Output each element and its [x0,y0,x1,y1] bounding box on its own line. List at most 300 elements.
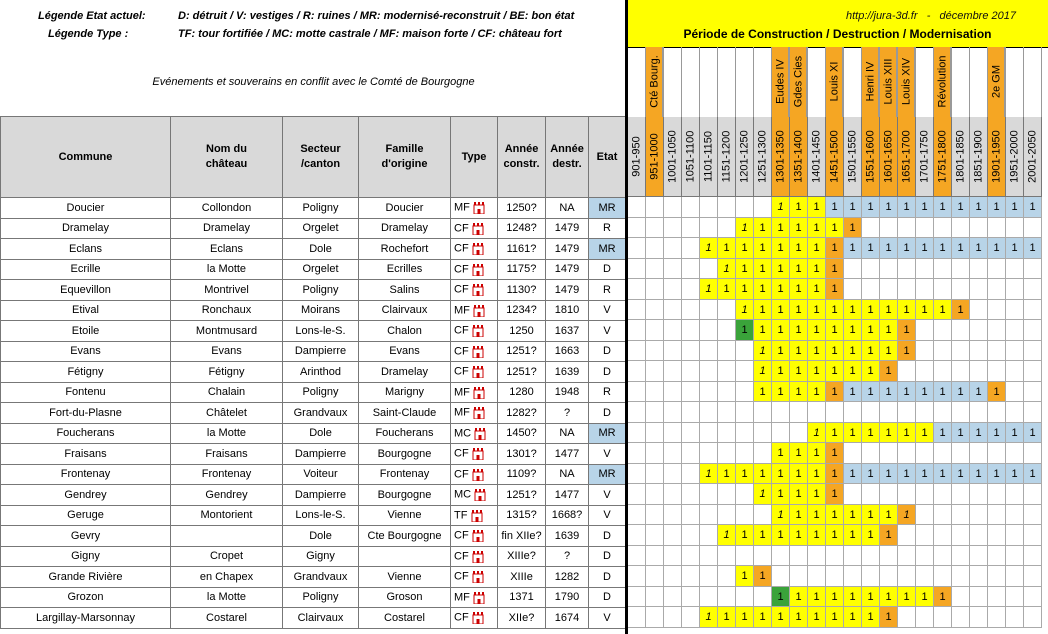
period-cell[interactable]: 1 [790,320,808,341]
period-cell[interactable]: 1 [754,320,772,341]
table-row[interactable] [1,423,626,444]
period-cell[interactable] [1006,341,1024,362]
period-cell[interactable] [718,197,736,218]
period-cell[interactable]: 1 [952,423,970,444]
period-cell[interactable]: 1 [790,505,808,526]
period-cell[interactable] [1024,382,1042,403]
period-cell[interactable]: 1 [898,238,916,259]
period-cell[interactable]: 1 [862,382,880,403]
period-cell[interactable]: 1 [790,238,808,259]
period-cell[interactable]: 1 [826,218,844,239]
cell-commune[interactable]: Geruge [1,505,171,526]
period-cell[interactable] [988,443,1006,464]
table-row[interactable] [1,485,626,506]
period-cell[interactable] [700,546,718,567]
period-cell[interactable]: 1 [826,341,844,362]
period-cell[interactable]: 1 [772,525,790,546]
period-cell[interactable] [700,566,718,587]
period-cell[interactable]: 1 [826,423,844,444]
cell-type[interactable] [451,362,498,383]
period-cell[interactable] [934,443,952,464]
cell-chateau[interactable]: la Motte [171,423,283,444]
period-cell[interactable]: 1 [952,238,970,259]
cell-type[interactable] [451,341,498,362]
period-cell[interactable]: 1 [772,587,790,608]
period-cell[interactable] [1006,320,1024,341]
cell-secteur[interactable]: Gigny [283,546,359,567]
period-cell[interactable]: 1 [808,341,826,362]
period-cell[interactable]: 1 [844,607,862,628]
period-cell[interactable]: 1 [736,238,754,259]
period-cell[interactable] [898,402,916,423]
cell-destr[interactable]: ? [546,546,589,567]
period-cell[interactable]: 1 [1024,238,1042,259]
cell-etat[interactable]: D [589,526,626,547]
period-cell[interactable] [970,218,988,239]
period-cell[interactable] [628,320,646,341]
period-cell[interactable]: 1 [790,525,808,546]
period-cell[interactable] [664,587,682,608]
cell-secteur[interactable]: Dampierre [283,341,359,362]
cell-etat[interactable]: MR [589,239,626,260]
cell-famille[interactable]: Groson [359,587,451,608]
period-cell[interactable]: 1 [826,484,844,505]
table-row[interactable] [1,280,626,301]
period-cell[interactable] [1006,546,1024,567]
cell-famille[interactable]: Frontenay [359,464,451,485]
period-cell[interactable] [952,259,970,280]
period-cell[interactable] [718,484,736,505]
period-cell[interactable]: 1 [844,197,862,218]
period-cell[interactable]: 1 [718,525,736,546]
period-cell[interactable] [1006,484,1024,505]
period-cell[interactable]: 1 [916,382,934,403]
period-cell[interactable] [844,566,862,587]
period-cell[interactable] [970,546,988,567]
cell-famille[interactable]: Chalon [359,321,451,342]
period-header[interactable] [898,117,916,197]
period-cell[interactable] [844,484,862,505]
period-cell[interactable]: 1 [934,197,952,218]
period-cell[interactable] [628,505,646,526]
period-cell[interactable]: 1 [790,259,808,280]
cell-constr[interactable]: 1450? [498,423,546,444]
cell-destr[interactable]: 1810 [546,300,589,321]
cell-commune[interactable]: Gendrey [1,485,171,506]
period-cell[interactable] [664,320,682,341]
period-header[interactable] [916,117,934,197]
period-cell[interactable] [970,300,988,321]
period-cell[interactable] [1024,546,1042,567]
header-secteur[interactable] [283,117,359,198]
cell-famille[interactable]: Vienne [359,505,451,526]
site-url[interactable]: http://jura-3d.fr [845,10,918,22]
period-cell[interactable]: 1 [844,423,862,444]
period-cell[interactable]: 1 [862,464,880,485]
period-cell[interactable] [772,423,790,444]
cell-type[interactable] [451,198,498,219]
period-cell[interactable]: 1 [844,382,862,403]
cell-type[interactable] [451,218,498,239]
period-cell[interactable]: 1 [772,341,790,362]
period-cell[interactable]: 1 [790,443,808,464]
period-cell[interactable] [970,525,988,546]
period-cell[interactable]: 1 [808,423,826,444]
cell-secteur[interactable]: Lons-le-S. [283,505,359,526]
period-cell[interactable]: 1 [880,238,898,259]
cell-chateau[interactable]: Chalain [171,382,283,403]
period-cell[interactable]: 1 [934,382,952,403]
cell-secteur[interactable]: Poligny [283,280,359,301]
period-cell[interactable] [646,382,664,403]
period-cell[interactable]: 1 [790,587,808,608]
cell-type[interactable] [451,464,498,485]
cell-famille[interactable]: Bourgogne [359,485,451,506]
period-cell[interactable] [700,587,718,608]
period-cell[interactable]: 1 [862,587,880,608]
period-cell[interactable] [1024,525,1042,546]
period-cell[interactable]: 1 [826,361,844,382]
period-header[interactable] [970,117,988,197]
period-cell[interactable] [1006,566,1024,587]
cell-chateau[interactable]: Frontenay [171,464,283,485]
period-cell[interactable] [988,525,1006,546]
period-cell[interactable] [1006,587,1024,608]
period-header[interactable] [718,117,736,197]
cell-type[interactable] [451,382,498,403]
cell-commune[interactable]: Foucherans [1,423,171,444]
period-cell[interactable] [664,525,682,546]
period-cell[interactable] [682,218,700,239]
cell-secteur[interactable]: Dole [283,423,359,444]
period-cell[interactable] [736,443,754,464]
period-cell[interactable]: 1 [772,238,790,259]
cell-constr[interactable]: 1109? [498,464,546,485]
period-cell[interactable] [736,484,754,505]
period-cell[interactable] [664,443,682,464]
header-etat[interactable]: Etat [589,117,626,198]
period-cell[interactable] [736,382,754,403]
period-cell[interactable] [970,566,988,587]
period-cell[interactable]: 1 [772,300,790,321]
cell-famille[interactable]: Rochefort [359,239,451,260]
period-cell[interactable]: 1 [772,197,790,218]
period-cell[interactable] [862,566,880,587]
cell-famille[interactable]: Foucherans [359,423,451,444]
period-cell[interactable]: 1 [934,587,952,608]
cell-chateau[interactable]: Dramelay [171,218,283,239]
period-cell[interactable] [664,607,682,628]
period-cell[interactable]: 1 [898,505,916,526]
period-cell[interactable] [628,218,646,239]
period-cell[interactable] [1006,505,1024,526]
cell-famille[interactable]: Evans [359,341,451,362]
period-cell[interactable] [1006,443,1024,464]
cell-etat[interactable]: D [589,341,626,362]
period-cell[interactable]: 1 [898,382,916,403]
period-cell[interactable]: 1 [970,197,988,218]
period-cell[interactable] [700,259,718,280]
period-cell[interactable]: 1 [934,464,952,485]
period-cell[interactable]: 1 [826,197,844,218]
cell-constr[interactable]: XIIe? [498,608,546,629]
period-cell[interactable] [736,197,754,218]
header-constr[interactable] [498,117,546,198]
period-cell[interactable] [862,259,880,280]
period-cell[interactable] [898,443,916,464]
table-row[interactable] [1,198,626,219]
period-cell[interactable] [880,279,898,300]
period-cell[interactable]: 1 [718,279,736,300]
period-cell[interactable] [952,546,970,567]
period-cell[interactable]: 1 [970,464,988,485]
period-cell[interactable]: 1 [808,238,826,259]
cell-commune[interactable]: Grozon [1,587,171,608]
cell-etat[interactable]: V [589,505,626,526]
period-cell[interactable]: 1 [790,607,808,628]
period-cell[interactable] [844,546,862,567]
period-cell[interactable] [790,423,808,444]
cell-destr[interactable]: 1477 [546,444,589,465]
period-cell[interactable]: 1 [862,320,880,341]
period-cell[interactable]: 1 [862,423,880,444]
cell-constr[interactable]: 1251? [498,341,546,362]
period-header[interactable] [934,117,952,197]
cell-constr[interactable]: fin XIIe? [498,526,546,547]
table-row[interactable] [1,362,626,383]
period-cell[interactable] [646,423,664,444]
cell-etat[interactable]: V [589,321,626,342]
period-cell[interactable]: 1 [988,197,1006,218]
period-cell[interactable] [916,341,934,362]
period-cell[interactable] [646,361,664,382]
period-cell[interactable] [952,361,970,382]
period-cell[interactable] [646,464,664,485]
period-cell[interactable] [862,546,880,567]
period-cell[interactable]: 1 [1024,464,1042,485]
cell-secteur[interactable]: Orgelet [283,218,359,239]
cell-destr[interactable]: 1637 [546,321,589,342]
table-row[interactable] [1,567,626,588]
period-cell[interactable]: 1 [754,525,772,546]
period-cell[interactable] [934,546,952,567]
cell-chateau[interactable]: Cropet [171,546,283,567]
period-cell[interactable] [718,546,736,567]
cell-destr[interactable]: 1663 [546,341,589,362]
period-header[interactable] [664,117,682,197]
period-cell[interactable] [1006,525,1024,546]
cell-secteur[interactable]: Clairvaux [283,608,359,629]
period-cell[interactable] [682,525,700,546]
period-cell[interactable] [682,238,700,259]
period-cell[interactable] [916,505,934,526]
cell-famille[interactable]: Ecrilles [359,259,451,280]
period-cell[interactable] [682,341,700,362]
cell-commune[interactable]: Eclans [1,239,171,260]
period-cell[interactable]: 1 [754,361,772,382]
period-header[interactable] [628,117,646,197]
period-cell[interactable] [1006,259,1024,280]
period-cell[interactable]: 1 [862,238,880,259]
period-cell[interactable]: 1 [844,505,862,526]
period-cell[interactable] [736,341,754,362]
period-cell[interactable] [754,197,772,218]
period-cell[interactable]: 1 [808,361,826,382]
period-cell[interactable] [700,484,718,505]
period-cell[interactable]: 1 [844,300,862,321]
period-header[interactable] [880,117,898,197]
period-cell[interactable] [790,402,808,423]
period-cell[interactable] [808,546,826,567]
period-cell[interactable] [1006,382,1024,403]
period-header[interactable] [826,117,844,197]
period-cell[interactable] [1024,300,1042,321]
period-cell[interactable] [700,443,718,464]
period-cell[interactable]: 1 [808,279,826,300]
cell-destr[interactable]: NA [546,464,589,485]
period-cell[interactable] [988,607,1006,628]
period-cell[interactable] [718,423,736,444]
cell-etat[interactable]: V [589,608,626,629]
period-cell[interactable]: 1 [772,484,790,505]
period-cell[interactable]: 1 [790,279,808,300]
period-cell[interactable] [952,587,970,608]
cell-destr[interactable]: 1639 [546,526,589,547]
period-header[interactable] [736,117,754,197]
period-cell[interactable] [934,525,952,546]
period-cell[interactable]: 1 [916,587,934,608]
period-cell[interactable]: 1 [808,382,826,403]
cell-famille[interactable]: Clairvaux [359,300,451,321]
period-cell[interactable]: 1 [808,464,826,485]
period-cell[interactable] [682,607,700,628]
period-cell[interactable] [1006,607,1024,628]
period-cell[interactable] [916,402,934,423]
cell-secteur[interactable]: Dampierre [283,444,359,465]
period-cell[interactable]: 1 [862,525,880,546]
period-header[interactable] [754,117,772,197]
period-cell[interactable]: 1 [898,300,916,321]
period-cell[interactable] [628,300,646,321]
period-cell[interactable]: 1 [826,505,844,526]
period-cell[interactable] [736,546,754,567]
period-cell[interactable] [1024,402,1042,423]
period-cell[interactable]: 1 [934,423,952,444]
cell-etat[interactable]: D [589,362,626,383]
period-cell[interactable] [844,443,862,464]
cell-type[interactable] [451,259,498,280]
period-cell[interactable]: 1 [862,300,880,321]
period-cell[interactable] [754,505,772,526]
period-cell[interactable] [1024,279,1042,300]
cell-secteur[interactable]: Orgelet [283,259,359,280]
period-cell[interactable] [934,484,952,505]
period-cell[interactable]: 1 [988,382,1006,403]
period-cell[interactable] [628,566,646,587]
period-cell[interactable] [898,525,916,546]
cell-type[interactable] [451,321,498,342]
period-cell[interactable] [664,300,682,321]
period-cell[interactable] [916,218,934,239]
period-header[interactable] [682,117,700,197]
period-cell[interactable] [628,443,646,464]
period-cell[interactable]: 1 [790,382,808,403]
period-cell[interactable] [700,402,718,423]
period-cell[interactable] [1024,320,1042,341]
cell-etat[interactable]: D [589,546,626,567]
cell-commune[interactable]: Gigny [1,546,171,567]
period-cell[interactable]: 1 [754,341,772,362]
cell-famille[interactable]: Doucier [359,198,451,219]
cell-famille[interactable]: Marigny [359,382,451,403]
period-header[interactable] [952,117,970,197]
period-cell[interactable]: 1 [916,464,934,485]
cell-secteur[interactable]: Moirans [283,300,359,321]
period-cell[interactable] [646,443,664,464]
period-cell[interactable] [970,484,988,505]
cell-type[interactable] [451,546,498,567]
period-cell[interactable]: 1 [700,279,718,300]
cell-destr[interactable]: 1674 [546,608,589,629]
cell-famille[interactable]: Vienne [359,567,451,588]
period-cell[interactable] [628,423,646,444]
period-cell[interactable] [952,607,970,628]
period-cell[interactable]: 1 [898,341,916,362]
period-cell[interactable] [826,546,844,567]
period-cell[interactable] [718,341,736,362]
period-cell[interactable] [988,361,1006,382]
period-cell[interactable] [934,320,952,341]
period-cell[interactable] [682,361,700,382]
period-cell[interactable]: 1 [700,607,718,628]
period-cell[interactable] [970,443,988,464]
period-cell[interactable] [682,382,700,403]
period-cell[interactable]: 1 [970,238,988,259]
cell-commune[interactable]: Fraisans [1,444,171,465]
period-cell[interactable]: 1 [1006,197,1024,218]
period-cell[interactable]: 1 [826,443,844,464]
cell-type[interactable] [451,423,498,444]
period-cell[interactable] [988,402,1006,423]
period-cell[interactable]: 1 [754,238,772,259]
period-cell[interactable] [628,525,646,546]
cell-secteur[interactable]: Grandvaux [283,403,359,424]
period-cell[interactable] [898,484,916,505]
period-header[interactable] [862,117,880,197]
period-cell[interactable]: 1 [790,464,808,485]
period-cell[interactable]: 1 [736,607,754,628]
period-cell[interactable] [646,566,664,587]
period-cell[interactable]: 1 [844,361,862,382]
period-cell[interactable]: 1 [844,320,862,341]
period-cell[interactable] [1024,566,1042,587]
cell-famille[interactable]: Costarel [359,608,451,629]
period-cell[interactable] [646,525,664,546]
period-cell[interactable]: 1 [772,320,790,341]
period-cell[interactable]: 1 [772,259,790,280]
period-cell[interactable] [1024,484,1042,505]
period-header[interactable] [808,117,826,197]
period-header[interactable] [772,117,790,197]
period-cell[interactable] [700,197,718,218]
period-cell[interactable] [736,361,754,382]
period-header[interactable] [790,117,808,197]
cell-famille[interactable]: Salins [359,280,451,301]
cell-chateau[interactable]: Evans [171,341,283,362]
period-cell[interactable] [844,259,862,280]
period-cell[interactable]: 1 [808,587,826,608]
cell-constr[interactable]: 1250? [498,198,546,219]
